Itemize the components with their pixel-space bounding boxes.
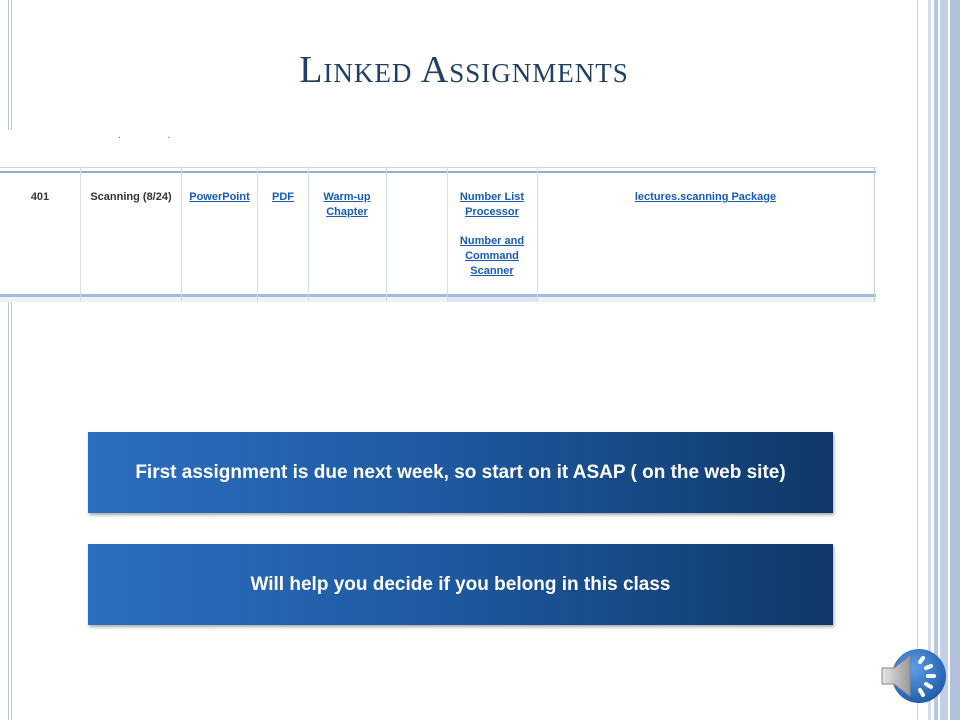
banner-first-assignment: First assignment is due next week, so start on it ASAP ( on the web site): [88, 432, 833, 513]
decorative-line: [917, 0, 918, 720]
package-link[interactable]: lectures.scanning Package: [634, 191, 777, 203]
assignment-table-image: [0, 130, 876, 302]
assignment-link-number-list[interactable]: Number List Processor: [459, 191, 525, 218]
banner-belong-in-class: Will help you decide if you belong in this class: [88, 544, 833, 625]
decorative-line: [8, 0, 9, 720]
powerpoint-link[interactable]: PowerPoint: [189, 191, 250, 203]
decorative-line: [11, 0, 12, 720]
decorative-side-band: [928, 0, 960, 720]
pdf-link[interactable]: PDF: [272, 191, 294, 203]
speaker-icon[interactable]: [876, 640, 948, 712]
chapter-link[interactable]: Warm-up Chapter: [323, 191, 371, 218]
row-topic: Scanning (8/24): [90, 191, 172, 203]
stray-marks: . .: [118, 130, 193, 141]
assignment-link-scanner[interactable]: Number and Command Scanner: [459, 235, 525, 277]
slide-title: Linked Assignments: [299, 49, 629, 91]
row-number: 401: [30, 191, 50, 203]
